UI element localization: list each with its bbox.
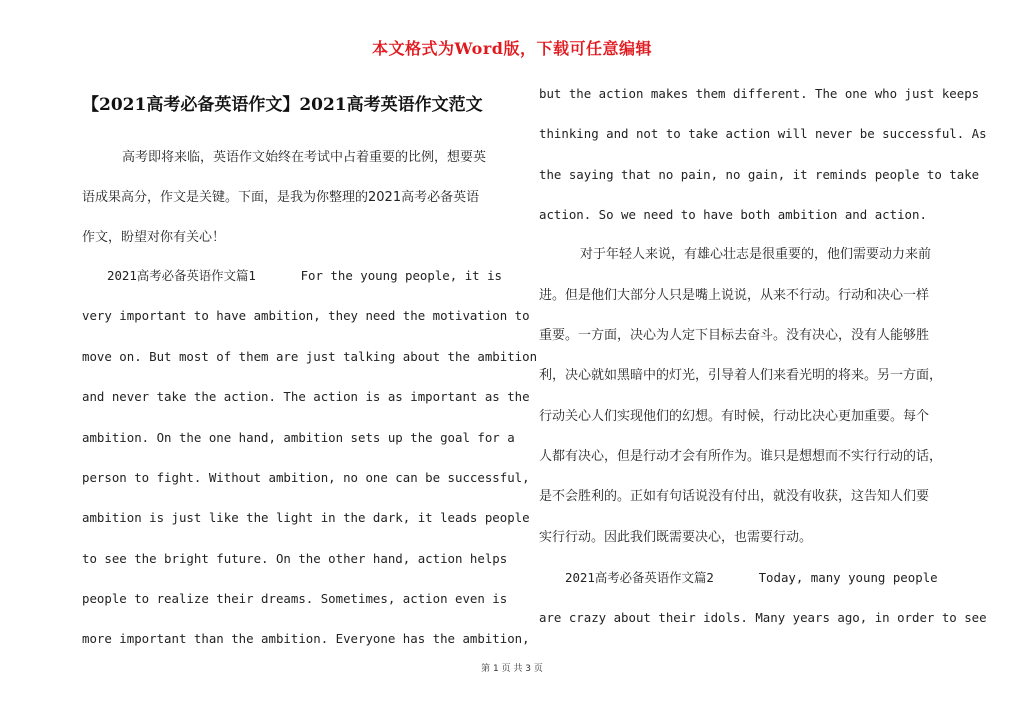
paragraph-line: 重要。一方面，决心为人定下目标去奋斗。没有决心，没有人能够胜 [539, 328, 930, 343]
paragraph-line: people to realize their dreams. Sometimes, action even is [82, 591, 508, 606]
page-number: 第 1 页 共 3 页 [481, 664, 543, 674]
paragraph-line: 作文，盼望对你有关心！ [82, 230, 226, 245]
document-title: 【2021高考必备英语作文】2021高考英语作文范文 [82, 95, 483, 115]
paragraph-line: 实行行动。因此我们既需要决心，也需要行动。 [539, 530, 813, 545]
paragraph-line: 是不会胜利的。正如有句话说没有付出，就没有收获，这告知人们要 [539, 489, 930, 504]
paragraph-line: and never take the action. The action is as important as the [82, 389, 530, 404]
paragraph-line: 语成果高分，作文是关键。下面，是我为你整理的2021高考必备英语 [82, 190, 480, 205]
paragraph-line: 人都有决心，但是行动才会有所作为。谁只是想想而不实行行动的话， [539, 449, 943, 464]
paragraph-line: person to fight. Without ambition, no one can be successful, [82, 470, 530, 485]
paragraph-line: 高考即将来临，英语作文始终在考试中占着重要的比例，想要英 [122, 150, 487, 165]
paragraph-line: 行动关心人们实现他们的幻想。有时候，行动比决心更加重要。每个 [539, 409, 930, 424]
paragraph-line: thinking and not to take action will never be successful. As [539, 126, 987, 141]
section-heading-line: 2021高考必备英语作文篇1 For the young people, it is [107, 268, 502, 283]
paragraph-line: 利，决心就如黑暗中的灯光，引导着人们来看光明的将来。另一方面， [539, 368, 943, 383]
format-notice-banner: 本文格式为Word版，下载可任意编辑 [372, 39, 652, 58]
paragraph-line: to see the bright future. On the other hand, action helps [82, 551, 508, 566]
paragraph-line: move on. But most of them are just talking about the ambition [82, 349, 538, 364]
paragraph-line: are crazy about their idols. Many years ago, in order to see [539, 610, 987, 625]
paragraph-line: the saying that no pain, no gain, it reminds people to take [539, 167, 980, 182]
paragraph-line: more important than the ambition. Everyone has the ambition, [82, 631, 530, 646]
paragraph-line: but the action makes them different. The one who just keeps [539, 86, 980, 101]
paragraph-line: ambition. On the one hand, ambition sets up the goal for a [82, 430, 515, 445]
paragraph-line: action. So we need to have both ambition and action. [539, 207, 927, 222]
paragraph-line: 对于年轻人来说，有雄心壮志是很重要的，他们需要动力来前 [580, 247, 932, 262]
section-heading-line: 2021高考必备英语作文篇2 Today, many young people [565, 570, 938, 585]
paragraph-line: 进。但是他们大部分人只是嘴上说说，从来不行动。行动和决心一样 [539, 288, 930, 303]
paragraph-line: ambition is just like the light in the dark, it leads people [82, 510, 530, 525]
paragraph-line: very important to have ambition, they need the motivation to [82, 308, 530, 323]
